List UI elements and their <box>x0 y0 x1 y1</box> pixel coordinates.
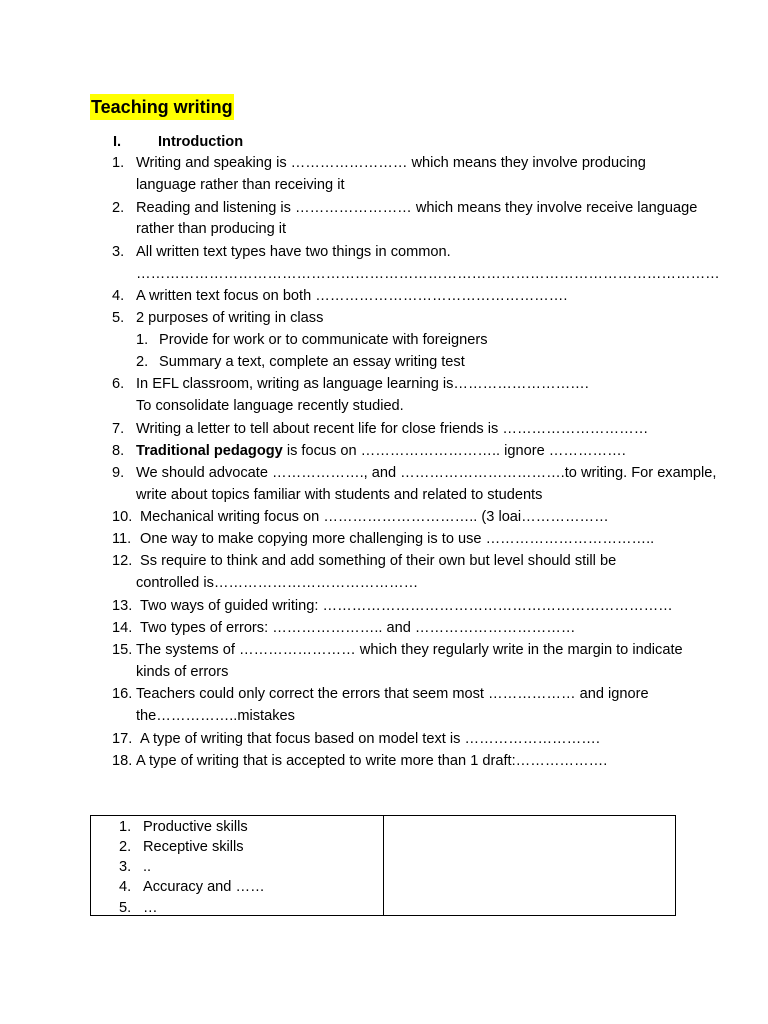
answer-text: Accuracy and …… <box>143 879 265 895</box>
answer-text: Productive skills <box>143 819 248 835</box>
item-text: To consolidate language recently studied. <box>136 398 404 414</box>
item-text: 2 purposes of writing in class <box>136 310 324 326</box>
item-text: ………………………………………………………………………………………………………… <box>136 266 720 282</box>
section-numeral: I. <box>113 134 122 150</box>
item-number: 17. <box>112 731 133 747</box>
section-heading <box>113 132 243 152</box>
item-text: Two ways of guided writing: ……………………………………………………………… <box>140 598 673 614</box>
item-text: Ss require to think and add something of their own but level should still be <box>140 553 617 569</box>
item-text: One way to make copying more challenging is to use …………………………….. <box>140 531 655 547</box>
bold-term: Traditional pedagogy <box>136 443 283 459</box>
table-column-divider <box>383 816 384 915</box>
item-text: rather than producing it <box>136 221 287 237</box>
item-number: 10. <box>112 509 133 525</box>
item-number: 5. <box>112 310 125 326</box>
item-number: 18. <box>112 753 133 769</box>
item-text: the……………..mistakes <box>136 708 295 724</box>
item-text: write about topics familiar with students and related to students <box>136 487 543 503</box>
item-number: 1. <box>112 155 125 171</box>
item-number: 6. <box>112 376 125 392</box>
item-text: Teachers could only correct the errors that seem most ……………… and ignore <box>136 686 649 702</box>
answer-text: … <box>143 900 158 916</box>
item-number: 3. <box>112 244 125 260</box>
item-text: A written text focus on both ……………………………………………. <box>136 288 568 304</box>
item-text: All written text types have two things in common. <box>136 244 451 260</box>
item-number: 14. <box>112 620 133 636</box>
answer-number: 4. <box>119 879 132 895</box>
sub-item-text: Provide for work or to communicate with foreigners <box>159 332 488 348</box>
item-text: Mechanical writing focus on ………………………….. (3 loai……………… <box>140 509 609 525</box>
item-number: 4. <box>112 288 125 304</box>
item-text: The systems of …………………… which they regularly write in the margin to indicate <box>136 642 683 658</box>
answer-table <box>90 815 676 916</box>
item-number: 7. <box>112 421 125 437</box>
item-text: A type of writing that is accepted to write more than 1 draft:………………. <box>136 753 608 769</box>
answer-number: 2. <box>119 839 132 855</box>
item-text: In EFL classroom, writing as language learning is………………………. <box>136 376 589 392</box>
item-text: kinds of errors <box>136 664 229 680</box>
item-text: controlled is…………………………………… <box>136 575 419 591</box>
item-text: Two types of errors: ………………….. and …………………………… <box>140 620 576 636</box>
answer-number: 3. <box>119 859 132 875</box>
answer-number: 1. <box>119 819 132 835</box>
item-number: 9. <box>112 465 125 481</box>
item-text: Writing a letter to tell about recent life for close friends is ………………………… <box>136 421 649 437</box>
sub-item-text: Summary a text, complete an essay writing test <box>159 354 465 370</box>
sub-item-number: 1. <box>136 332 149 348</box>
section-title: Introduction <box>158 134 244 150</box>
sub-item-number: 2. <box>136 354 149 370</box>
item-text <box>136 441 626 461</box>
item-number: 15. <box>112 642 133 658</box>
item-text: A type of writing that focus based on model text is ………………………. <box>140 731 600 747</box>
item-number: 16. <box>112 686 133 702</box>
item-text-rest: is focus on ……………………….. ignore ……………. <box>282 443 626 459</box>
page-title: Teaching writing <box>90 94 234 120</box>
item-text: Writing and speaking is …………………… which means they involve producing <box>136 155 646 171</box>
item-number: 13. <box>112 598 133 614</box>
item-text: language rather than receiving it <box>136 177 345 193</box>
item-text: Reading and listening is …………………… which means they involve receive language <box>136 200 698 216</box>
item-number: 2. <box>112 200 125 216</box>
item-number: 8. <box>112 443 125 459</box>
item-number: 12. <box>112 553 133 569</box>
answer-number: 5. <box>119 900 132 916</box>
answer-text: Receptive skills <box>143 839 244 855</box>
answer-text: .. <box>143 859 152 875</box>
item-text: We should advocate ………………., and …………………………….to writing. For example, <box>136 465 717 481</box>
item-number: 11. <box>112 531 132 547</box>
